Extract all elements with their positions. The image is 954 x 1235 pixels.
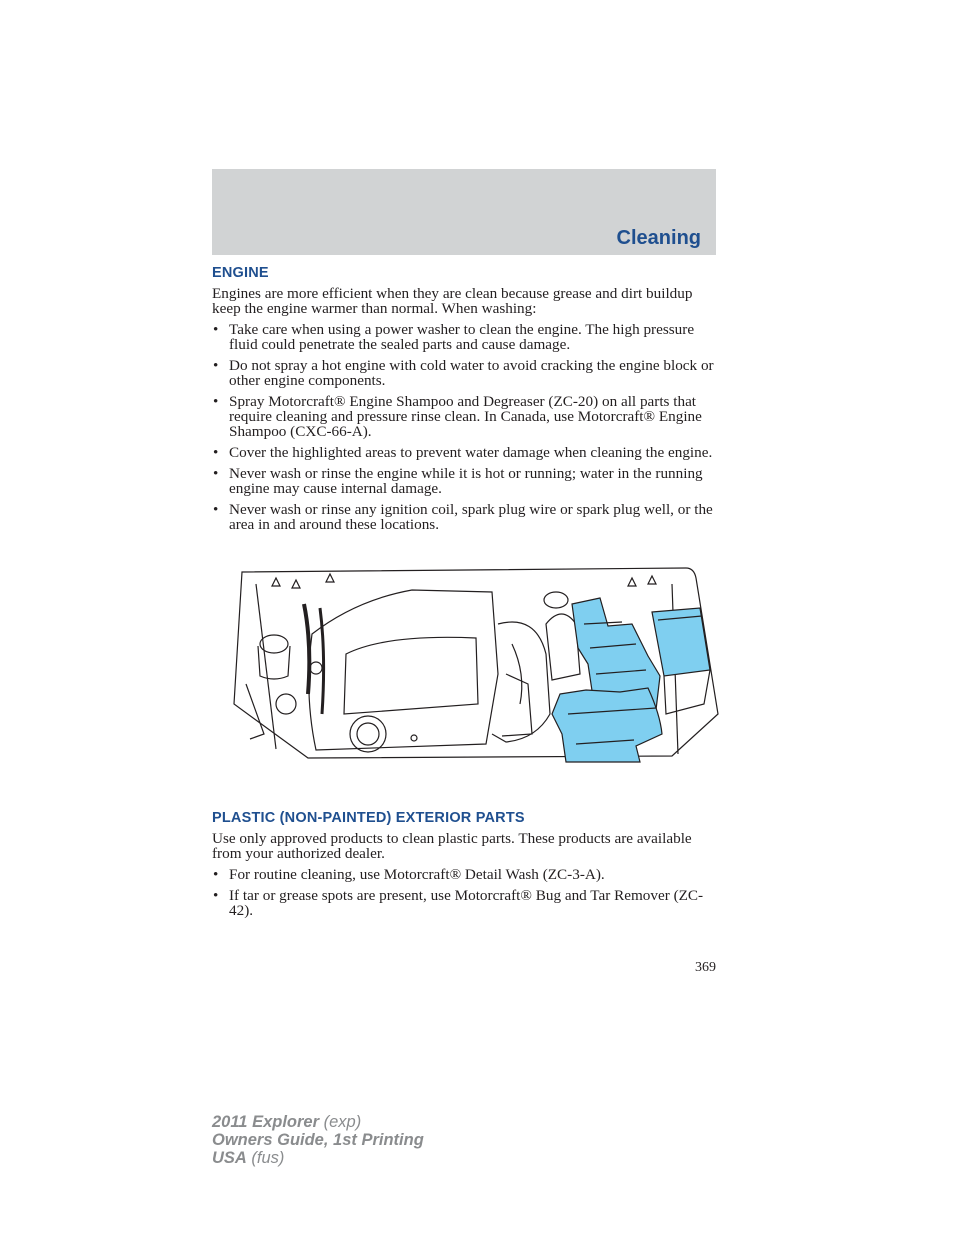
bullet-icon: • bbox=[213, 357, 219, 374]
engine-intro: Engines are more efficient when they are clean because grease and dirt buildup keep the engine warmer than normal. When washing: bbox=[212, 285, 693, 317]
footer-edition: Owners Guide, 1st Printing bbox=[212, 1131, 424, 1149]
bullet-icon: • bbox=[213, 393, 219, 410]
list-item: • Never wash or rinse the engine while it is hot or running; water in the running engine may cause internal damage. bbox=[213, 465, 703, 497]
bullet-icon: • bbox=[213, 866, 219, 883]
air-box-cover bbox=[552, 688, 662, 762]
bullet-icon: • bbox=[213, 444, 219, 461]
list-item: • Cover the highlighted areas to prevent water damage when cleaning the engine. bbox=[213, 444, 713, 461]
footer-market-code: (fus) bbox=[246, 1149, 285, 1167]
plastic-bullet-list bbox=[212, 867, 716, 918]
plastic-heading: PLASTIC (NON-PAINTED) EXTERIOR PARTS bbox=[212, 810, 525, 826]
list-item: • For routine cleaning, use Motorcraft® Detail Wash (ZC-3-A). bbox=[213, 866, 605, 883]
bullet-icon: • bbox=[213, 321, 219, 338]
bullet-icon: • bbox=[213, 501, 219, 518]
list-item: • Take care when using a power washer to clean the engine. The high pressure fluid could penetrate the sealed parts and cause damage. bbox=[213, 321, 695, 353]
footer-model-code: (exp) bbox=[319, 1113, 362, 1131]
engine-heading: ENGINE bbox=[212, 265, 269, 281]
list-item: • Never wash or rinse any ignition coil, spark plug wire or spark plug well, or the area in and around these locations. bbox=[213, 501, 713, 533]
list-item: • Do not spray a hot engine with cold water to avoid cracking the engine block or other engine components. bbox=[213, 357, 714, 389]
engine-compartment-illustration bbox=[216, 564, 720, 780]
list-item: • Spray Motorcraft® Engine Shampoo and Degreaser (ZC-20) on all parts that require cleaning and pressure rinse clean. In Canada, use Motorcraft® Engine Shampoo (CXC-66-A). bbox=[213, 393, 702, 440]
footer-model: 2011 Explorer bbox=[212, 1113, 320, 1131]
list-item: • If tar or grease spots are present, use Motorcraft® Bug and Tar Remover (ZC-42). bbox=[213, 887, 704, 919]
engine-cover bbox=[309, 590, 498, 750]
section-title: Cleaning bbox=[616, 227, 701, 249]
bullet-icon: • bbox=[213, 887, 219, 904]
bullet-icon: • bbox=[213, 465, 219, 482]
engine-bullet-list bbox=[212, 322, 716, 532]
header-band bbox=[212, 169, 716, 255]
footer-market: USA bbox=[212, 1149, 247, 1167]
plastic-intro: Use only approved products to clean plastic parts. These products are available from your authorized dealer. bbox=[212, 830, 692, 862]
page-content bbox=[212, 265, 716, 924]
page-number: 369 bbox=[695, 960, 716, 975]
footer bbox=[212, 1113, 424, 1167]
